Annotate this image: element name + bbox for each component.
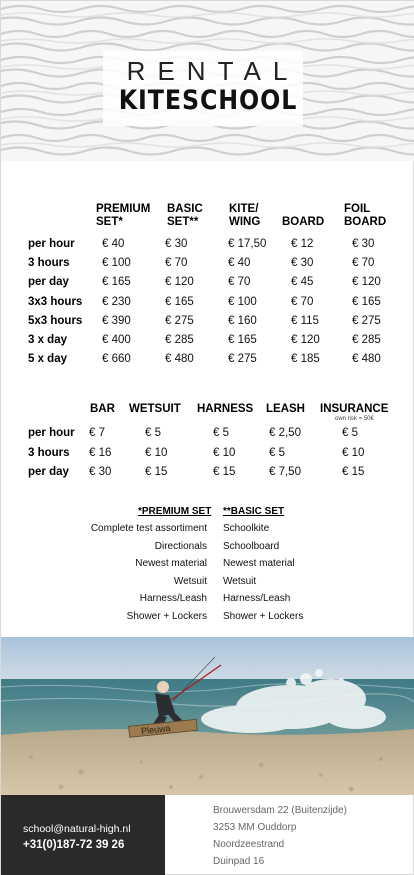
address-line-1: Brouwersdam 22 (Buitenzijde)	[213, 805, 347, 816]
gear-price-cell: € 660	[102, 353, 131, 366]
basic-set-item: Schoolkite	[223, 523, 270, 534]
gear-price-cell: € 285	[352, 334, 381, 346]
gear-price-cell: € 120	[352, 276, 381, 289]
gear-row-label: per hour	[28, 238, 75, 250]
column-header-leash: LEASH	[266, 403, 305, 415]
gear-price-cell: € 12	[291, 238, 314, 250]
premium-set-item: Harness/Leash	[139, 593, 207, 604]
accessory-price-cell: € 5	[342, 427, 358, 439]
gear-price-cell: € 40	[102, 238, 125, 250]
gear-price-cell: € 100	[228, 295, 257, 308]
gear-price-cell: € 275	[165, 314, 194, 327]
accessory-price-cell: € 2,50	[269, 427, 301, 439]
column-header-premium-set: PREMIUM SET*	[96, 203, 151, 228]
accessory-price-cell: € 16	[89, 446, 112, 459]
kitesurfer-photo	[1, 637, 414, 795]
kitesurfer-photo-illustration	[1, 637, 414, 795]
accessory-row-label: per day	[28, 466, 69, 478]
gear-price-cell: € 45	[291, 276, 314, 289]
address-line-3: Noordzeestrand	[213, 839, 285, 850]
gear-price-cell: € 185	[291, 353, 320, 366]
accessory-price-cell: € 7,50	[269, 466, 301, 478]
gear-price-cell: € 275	[228, 353, 257, 366]
basic-set-item: Newest material	[223, 558, 295, 569]
gear-row-label: 5x3 hours	[28, 314, 83, 327]
contact-email[interactable]: school@natural-high.nl	[23, 823, 131, 835]
board-brand-text: Pleuwa	[140, 723, 172, 737]
gear-price-cell: € 120	[165, 276, 194, 289]
column-header-insurance: INSURANCE	[320, 403, 389, 415]
gear-price-cell: € 30	[165, 238, 188, 250]
gear-price-cell: € 390	[102, 314, 131, 327]
gear-price-cell: € 70	[291, 295, 314, 308]
address-line-4: Duinpad 16	[213, 856, 265, 867]
header	[1, 1, 414, 161]
accessory-price-cell: € 5	[213, 427, 229, 439]
accessory-row-label: 3 hours	[28, 446, 70, 459]
gear-price-cell: € 230	[102, 295, 131, 308]
accessory-price-cell: € 15	[213, 466, 236, 478]
gear-price-cell: € 165	[102, 276, 131, 289]
column-header-harness: HARNESS	[197, 403, 254, 415]
basic-set-item: Harness/Leash	[223, 593, 291, 604]
address-line-2: 3253 MM Ouddorp	[213, 822, 297, 833]
gear-price-cell: € 100	[102, 257, 131, 270]
gear-price-cell: € 70	[352, 257, 375, 270]
gear-price-cell: € 480	[165, 353, 194, 366]
basic-set-item: Shower + Lockers	[223, 610, 304, 622]
gear-price-cell: € 30	[291, 257, 314, 270]
premium-set-item: Shower + Lockers	[126, 610, 207, 622]
gear-row-label: 3 x day	[28, 334, 67, 346]
accessory-price-cell: € 15	[145, 466, 168, 478]
column-header-board: BOARD	[282, 216, 325, 228]
column-header-wetsuit: WETSUIT	[129, 403, 181, 415]
gear-price-cell: € 480	[352, 353, 381, 366]
accessory-price-cell: € 5	[269, 446, 285, 459]
column-header-basic-set: BASIC SET**	[167, 203, 203, 228]
premium-set-title: *PREMIUM SET	[138, 506, 212, 517]
gear-price-cell: € 165	[228, 334, 257, 346]
gear-row-label: 3 hours	[28, 257, 70, 270]
gear-price-cell: € 285	[165, 334, 194, 346]
accessory-row-label: per hour	[28, 427, 75, 439]
column-header-kite-wing: KITE/ WING	[229, 203, 261, 228]
accessory-price-cell: € 10	[342, 446, 365, 459]
insurance-note: own risk = 50€	[335, 416, 374, 422]
title-rental: RENTAL	[126, 56, 300, 86]
premium-set-item: Directionals	[154, 540, 207, 552]
accessory-price-cell: € 10	[213, 446, 236, 459]
gear-price-cell: € 160	[228, 314, 257, 327]
accessory-price-cell: € 15	[342, 466, 365, 478]
basic-set-item: Schoolboard	[223, 540, 280, 552]
accessory-price-cell: € 5	[145, 427, 161, 439]
contact-block	[1, 795, 165, 875]
gear-price-cell: € 275	[352, 314, 381, 327]
gear-price-cell: € 70	[228, 276, 251, 289]
gear-price-cell: € 120	[291, 334, 320, 346]
gear-row-label: 3x3 hours	[28, 295, 83, 308]
column-header-bar: BAR	[90, 403, 115, 415]
gear-price-cell: € 70	[165, 257, 188, 270]
premium-set-item: Complete test assortiment	[90, 523, 207, 534]
accessory-price-cell: € 30	[89, 466, 112, 478]
premium-set-item: Newest material	[135, 558, 207, 569]
accessory-price-cell: € 7	[89, 427, 105, 439]
title-kiteschool: KITESCHOOL	[118, 85, 298, 116]
gear-row-label: 5 x day	[28, 353, 67, 366]
gear-price-cell: € 115	[291, 314, 319, 327]
gear-row-label: per day	[28, 276, 69, 289]
gear-price-cell: € 17,50	[228, 238, 267, 250]
basic-set-title: **BASIC SET	[223, 506, 285, 517]
gear-price-cell: € 30	[352, 238, 375, 250]
accessory-price-cell: € 10	[145, 446, 168, 459]
premium-set-item: Wetsuit	[173, 575, 207, 587]
column-header-foil-board: FOIL BOARD	[344, 203, 387, 228]
contact-phone[interactable]: +31(0)187-72 39 26	[23, 839, 125, 851]
basic-set-item: Wetsuit	[223, 575, 257, 587]
gear-price-cell: € 165	[352, 295, 381, 308]
gear-price-cell: € 400	[102, 334, 131, 346]
gear-price-cell: € 40	[228, 257, 251, 270]
gear-price-cell: € 165	[165, 295, 194, 308]
